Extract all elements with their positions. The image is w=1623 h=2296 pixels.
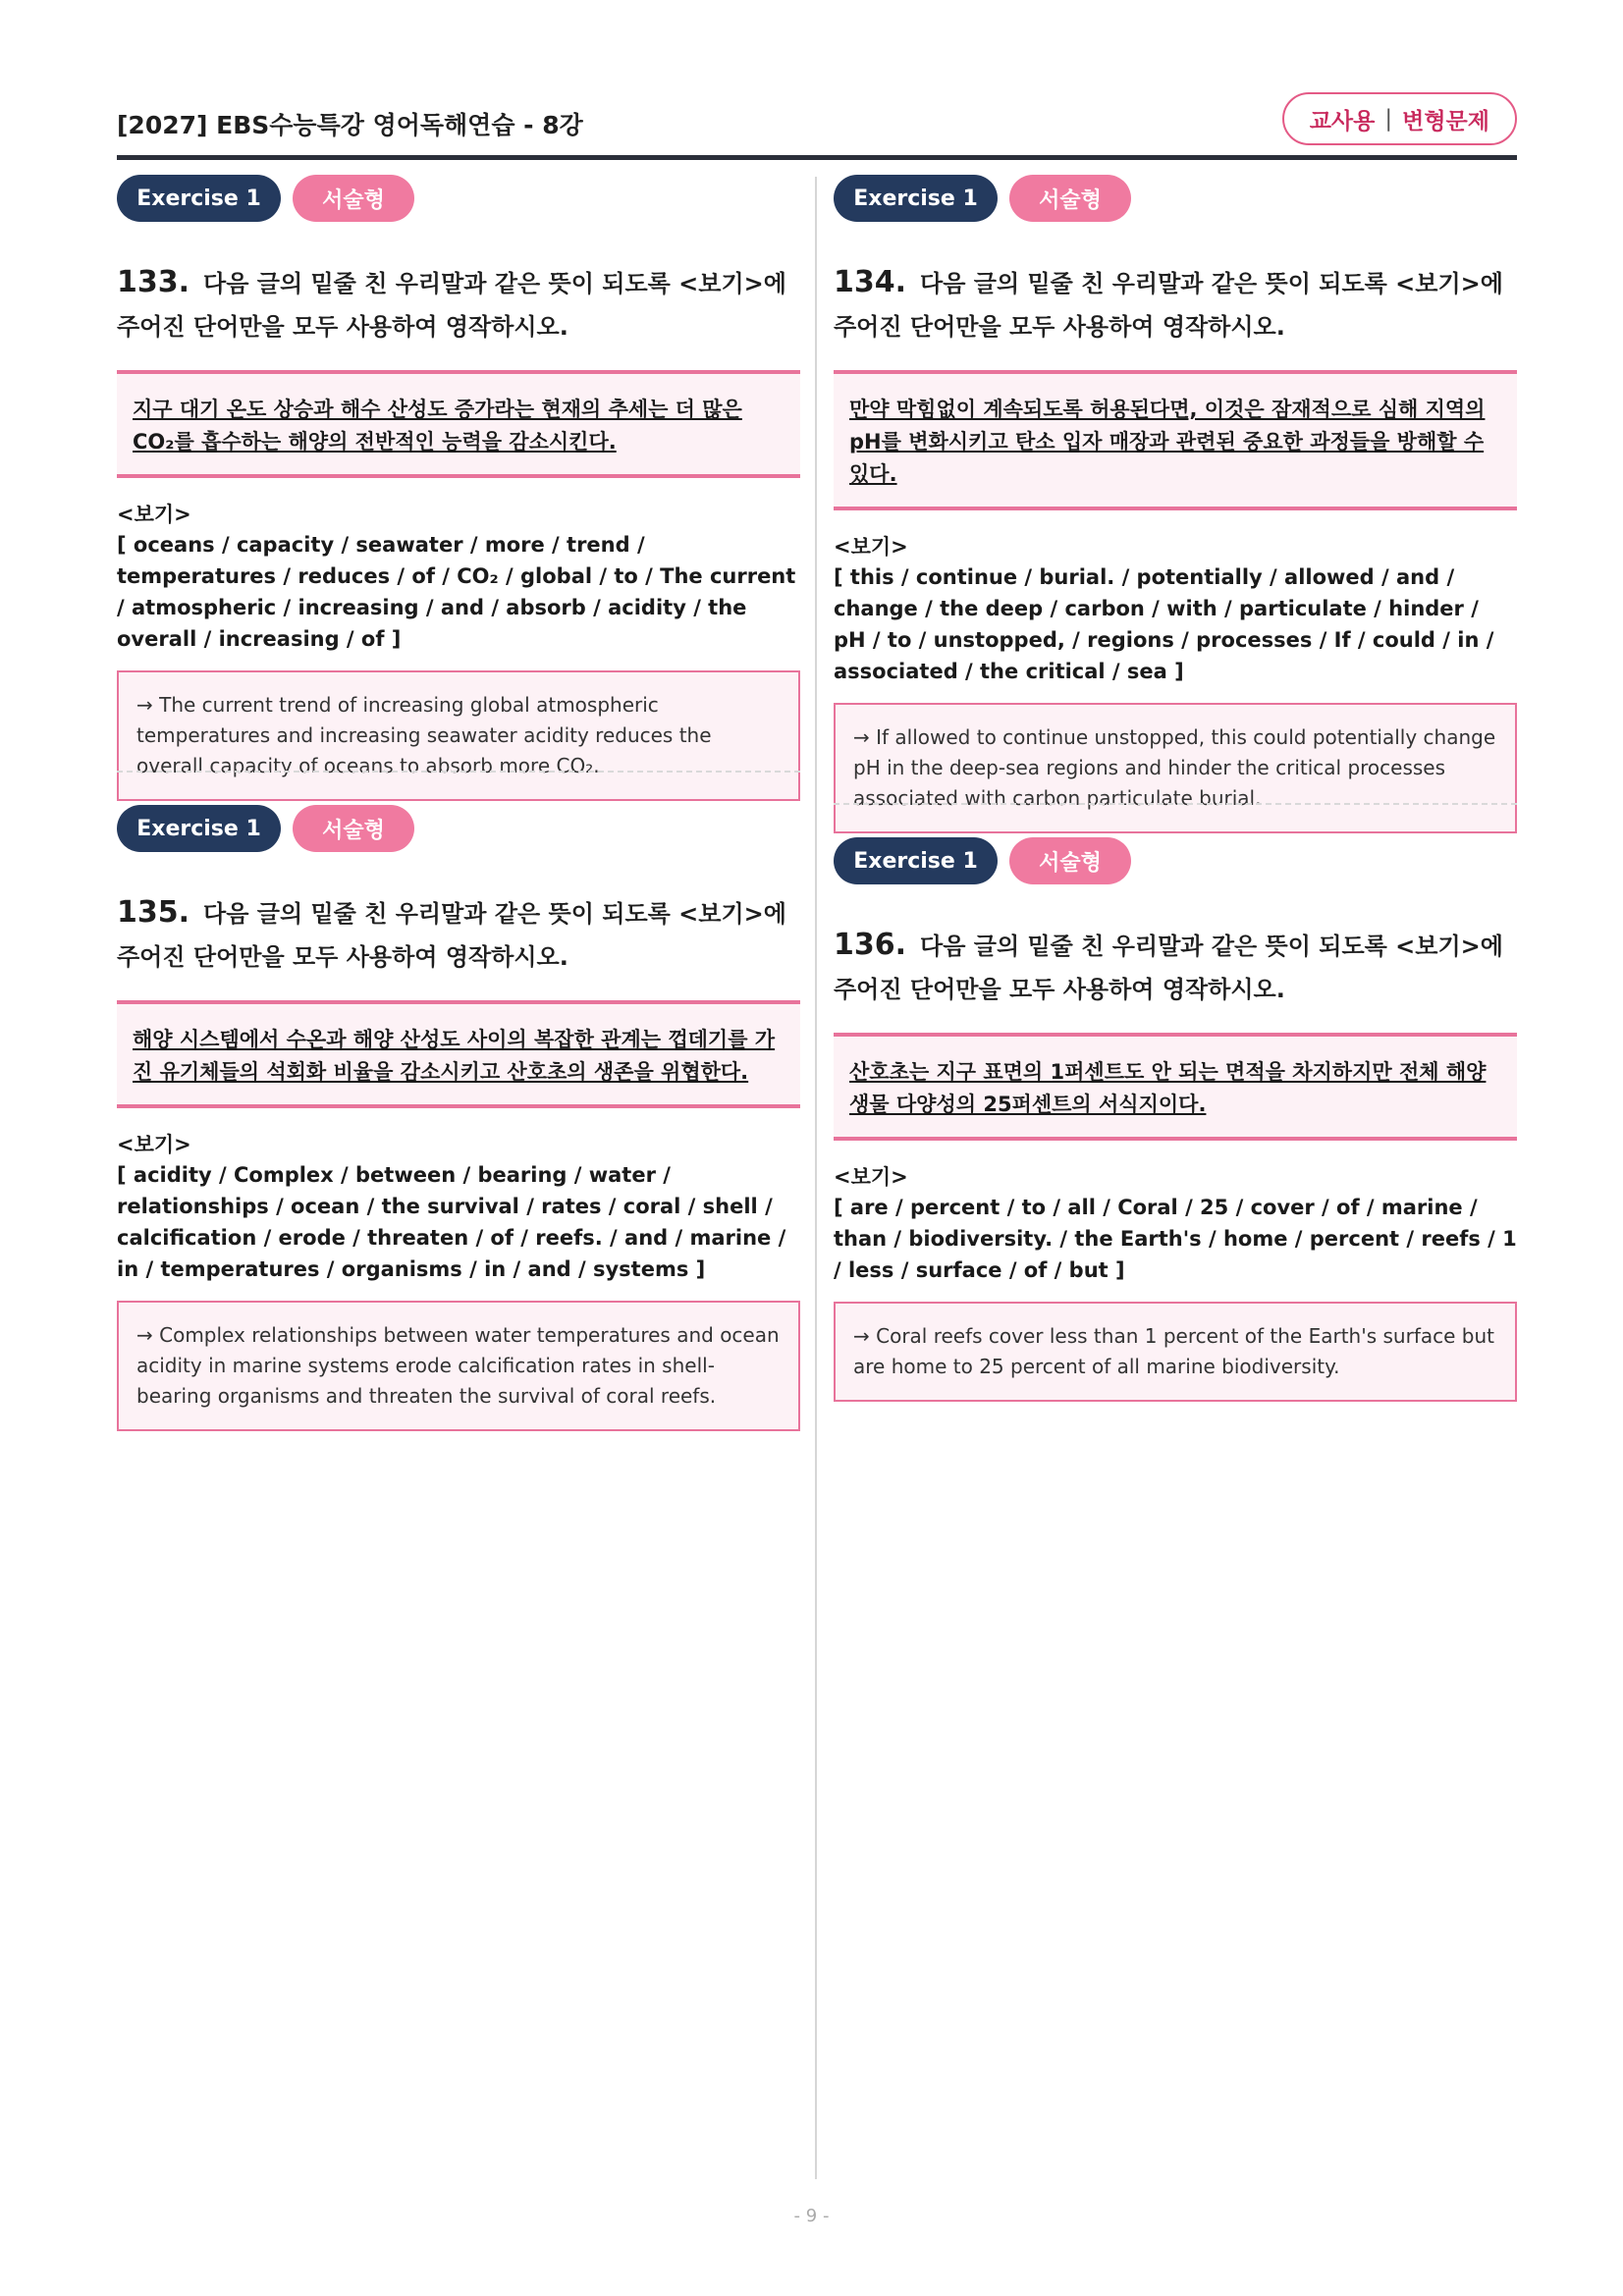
column-divider <box>815 177 817 2179</box>
teacher-version-badge <box>1282 92 1517 145</box>
answer-box: → If allowed to continue unstopped, this could potentially change pH in the deep-sea regions and hinder the critical processes associated with carbon particulate burial. <box>834 703 1517 833</box>
bogi-word-bank: [ this / continue / burial. / potentially / allowed / and / change / the deep / carbon / with / particulate / hinder / pH / to / unstopped, / regions / processes / If / could / in / associated / the critical / sea ] <box>834 565 1494 683</box>
korean-sentence-box: 산호초는 지구 표면의 1퍼센트도 안 되는 면적을 차지하지만 전체 해양 생물 다양성의 25퍼센트의 서식지이다. <box>834 1033 1517 1141</box>
prompt-line-2: 주어진 단어만을 모두 사용하여 영작하시오. <box>834 976 1285 1003</box>
question-type-pill: 서술형 <box>293 805 414 852</box>
exercise-134 <box>834 175 1517 833</box>
badge-separator: | <box>1384 106 1393 132</box>
bogi-word-bank: [ oceans / capacity / seawater / more / trend / temperatures / reduces / of / CO₂ / global / to / The current / atmospheric / increasing / and / absorb / acidity / the overall / increasing / of ] <box>117 533 796 651</box>
exercise-pill: Exercise 1 <box>834 837 998 884</box>
question-number: 135. <box>117 895 190 930</box>
bogi-word-bank: [ acidity / Complex / between / bearing / water / relationships / ocean / the survival / rates / coral / shell / calcification / erode / threaten / of / reefs. / and / marine / in / temperatures / organisms / in / and / systems ] <box>117 1163 786 1281</box>
exercise-pill: Exercise 1 <box>834 175 998 222</box>
bogi-label: <보기> <box>117 503 191 526</box>
prompt-line-1: 다음 글의 밑줄 친 우리말과 같은 뜻이 되도록 <보기>에 <box>203 900 786 928</box>
question-number: 136. <box>834 928 907 962</box>
question-prompt <box>117 891 800 979</box>
exercise-133 <box>117 175 800 801</box>
question-number: 134. <box>834 265 907 299</box>
bogi-label: <보기> <box>834 1165 908 1189</box>
section-separator <box>117 771 800 773</box>
exercise-labels <box>117 175 800 222</box>
badge-label-teacher: 교사용 <box>1309 108 1376 134</box>
question-number: 133. <box>117 265 190 299</box>
exercise-labels <box>834 175 1517 222</box>
question-type-pill: 서술형 <box>293 175 414 222</box>
page-number: - 9 - <box>793 2206 830 2226</box>
bogi-label: <보기> <box>834 535 908 559</box>
section-separator <box>834 803 1517 805</box>
exercise-labels <box>117 805 800 852</box>
question-type-pill: 서술형 <box>1009 837 1131 884</box>
exercise-135 <box>117 805 800 1431</box>
question-type-pill: 서술형 <box>1009 175 1131 222</box>
exercise-pill: Exercise 1 <box>117 805 281 852</box>
prompt-line-2: 주어진 단어만을 모두 사용하여 영작하시오. <box>834 313 1285 341</box>
exercise-labels <box>834 837 1517 884</box>
korean-sentence-box: 만약 막힘없이 계속되도록 허용된다면, 이것은 잠재적으로 심해 지역의 pH를 변화시키고 탄소 입자 매장과 관련된 중요한 과정들을 방해할 수 있다. <box>834 370 1517 510</box>
answer-box: → Complex relationships between water temperatures and ocean acidity in marine systems erode calcification rates in shell-bearing organisms and threaten the survival of coral reefs. <box>117 1301 800 1431</box>
question-prompt <box>834 924 1517 1011</box>
prompt-line-1: 다음 글의 밑줄 친 우리말과 같은 뜻이 되도록 <보기>에 <box>920 270 1503 297</box>
question-prompt <box>117 261 800 348</box>
prompt-line-2: 주어진 단어만을 모두 사용하여 영작하시오. <box>117 313 568 341</box>
badge-label-variant: 변형문제 <box>1402 108 1489 134</box>
page-header <box>117 92 1517 160</box>
answer-box: → Coral reefs cover less than 1 percent of the Earth's surface but are home to 25 percent of all marine biodiversity. <box>834 1302 1517 1402</box>
bogi-label: <보기> <box>117 1133 191 1156</box>
prompt-line-2: 주어진 단어만을 모두 사용하여 영작하시오. <box>117 943 568 971</box>
korean-sentence-box: 지구 대기 온도 상승과 해수 산성도 증가라는 현재의 추세는 더 많은 CO₂를 흡수하는 해양의 전반적인 능력을 감소시킨다. <box>117 370 800 478</box>
exercise-pill: Exercise 1 <box>117 175 281 222</box>
answer-box: → The current trend of increasing global atmospheric temperatures and increasing seawater acidity reduces the overall capacity of oceans to absorb more CO₂. <box>117 670 800 801</box>
korean-sentence-box: 해양 시스템에서 수온과 해양 산성도 사이의 복잡한 관계는 껍데기를 가진 유기체들의 석회화 비율을 감소시키고 산호초의 생존을 위협한다. <box>117 1000 800 1108</box>
question-prompt <box>834 261 1517 348</box>
prompt-line-1: 다음 글의 밑줄 친 우리말과 같은 뜻이 되도록 <보기>에 <box>920 933 1503 960</box>
prompt-line-1: 다음 글의 밑줄 친 우리말과 같은 뜻이 되도록 <보기>에 <box>203 270 786 297</box>
document-title: [2027] EBS수능특강 영어독해연습 - 8강 <box>117 111 583 139</box>
bogi-word-bank: [ are / percent / to / all / Coral / 25 / cover / of / marine / than / biodiversity. / the Earth's / home / percent / reefs / 1 / less / surface / of / but ] <box>834 1196 1517 1282</box>
exercise-136 <box>834 837 1517 1402</box>
